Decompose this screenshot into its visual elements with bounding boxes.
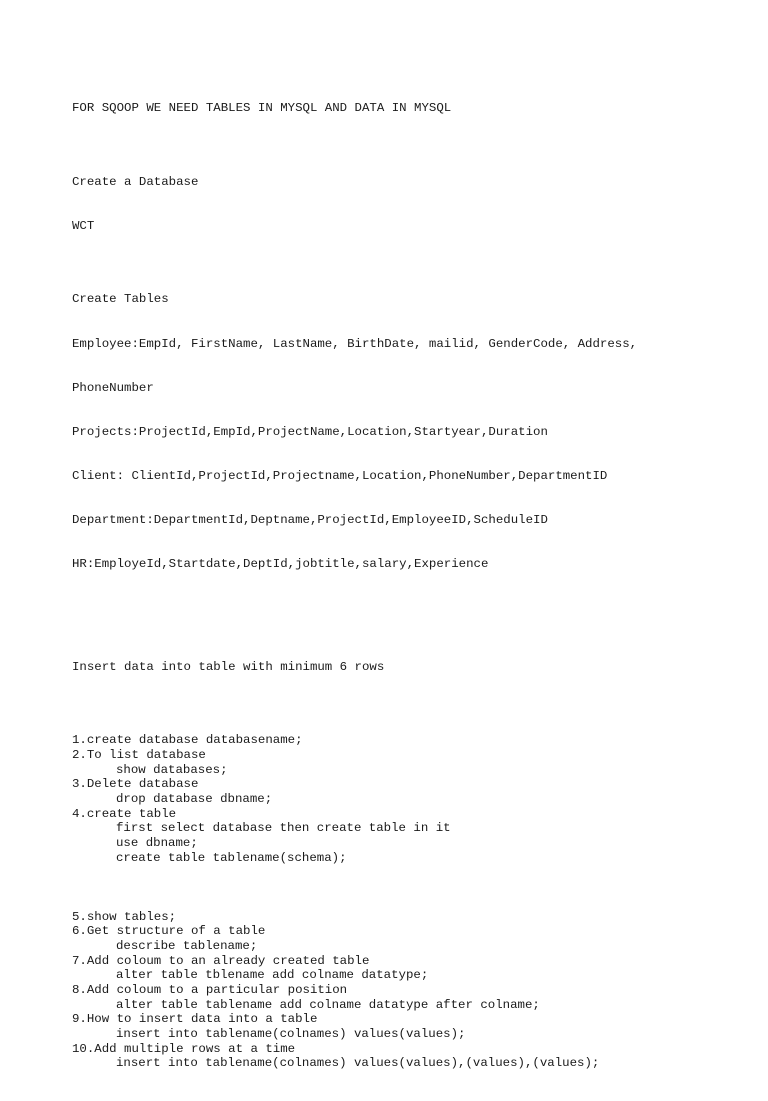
table-line: HR:EmployeId,Startdate,DeptId,jobtitle,salary,Experience [72,557,489,572]
step-command: describe tablename; [116,938,258,953]
table-line: Projects:ProjectId,EmpId,ProjectName,Location,Startyear,Duration [72,424,548,439]
create-tables-label: Create Tables [72,292,169,307]
table-line: Employee:EmpId, FirstName, LastName, BirthDate, mailid, GenderCode, Address, [72,336,638,351]
steps-list-a [72,733,752,865]
step-command: show databases; [116,762,228,777]
document-heading: FOR SQOOP WE NEED TABLES IN MYSQL AND DATA IN MYSQL [72,101,452,116]
step-command: alter table tablename add colname datatype after colname; [116,997,540,1012]
step-item: 8.Add coloum to a particular position [72,983,348,998]
table-line: Client: ClientId,ProjectId,Projectname,Location,PhoneNumber,DepartmentID [72,468,608,483]
step-item: 10.Add multiple rows at a time [72,1041,296,1056]
step-item: 2.To list database [72,748,206,762]
step-command: create table tablename(schema); [116,850,347,865]
step-command: alter table tblename add colname datatype; [116,968,429,983]
step-command: insert into tablename(colnames) values(values),(values),(values); [116,1056,600,1071]
step-command: use dbname; [116,836,198,851]
step-item: 4.create table [72,806,177,821]
database-name: WCT [72,218,95,233]
create-database-label: Create a Database [72,174,199,189]
step-item: 7.Add coloum to an already created table [72,953,370,968]
table-line: PhoneNumber [72,380,154,395]
step-command: insert into tablename(colnames) values(values); [116,1027,466,1042]
step-item: 1.create database databasename; [72,733,303,748]
step-item: 5.show tables; [72,909,177,924]
step-item: 3.Delete database [72,777,199,792]
table-line: Department:DepartmentId,Deptname,ProjectId,EmployeeID,ScheduleID [72,512,548,527]
steps-list-b [72,910,752,1072]
document-body [72,72,752,1101]
step-item: 9.How to insert data into a table [72,1012,318,1027]
insert-note: Insert data into table with minimum 6 rows [72,659,385,674]
step-command: first select database then create table in it [116,821,451,836]
step-command: drop database dbname; [116,792,273,807]
step-item: 6.Get structure of a table [72,924,266,939]
